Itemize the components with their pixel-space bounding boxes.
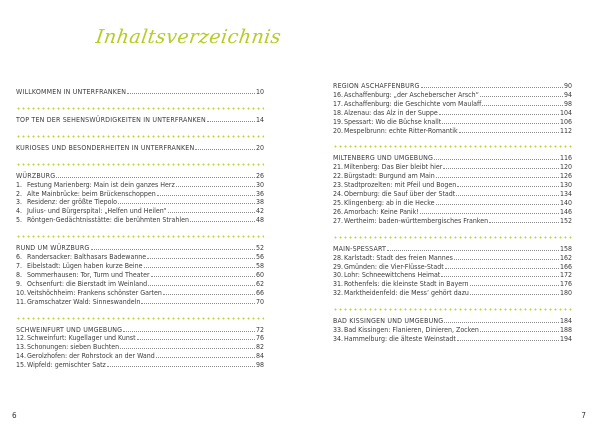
toc-entry[interactable] [16,262,264,271]
entry-number: 8. [16,270,23,279]
entry-number: 10. [16,288,27,297]
page-ref: 172 [559,271,572,280]
dot-leader [207,121,255,122]
toc-entry[interactable] [333,335,572,344]
page-ref: 98 [563,99,572,108]
entry-number: 21. [333,163,344,172]
entry-number: 24. [333,190,344,199]
page-ref: 38 [255,198,264,207]
page-ref: 134 [559,190,572,199]
toc-section-heading[interactable] [333,245,572,254]
dot-leader [434,159,559,160]
section-title: BAD KISSINGEN UND UMGEBUNG [333,317,444,326]
page-ref: 94 [563,90,572,99]
dot-leader [127,93,255,94]
section-title: MILTENBERG UND UMGEBUNG [333,154,434,163]
dot-leader [141,303,255,304]
page-ref: 60 [255,270,264,279]
entry-number: 33. [333,326,344,335]
dot-leader [151,276,255,277]
toc-entry[interactable] [16,253,264,262]
toc-section-heading[interactable] [16,326,264,335]
page-ref: 58 [255,261,264,270]
entry-title: Veitshöchheim: Frankens schönster Garten [27,288,162,297]
entry-number: 16. [333,90,344,99]
entry-title: Hammelburg: die älteste Weinstadt [344,334,456,343]
toc-entry[interactable] [333,127,572,136]
dot-leader [163,294,255,295]
entry-title: Röntgen-Gedächtnisstätte: die berühmten Strahlen [27,216,189,225]
dot-leader [444,322,559,323]
dot-leader [156,357,255,358]
page-ref: 116 [559,154,572,163]
section-title: SCHWEINFURT UND UMGEBUNG [16,325,123,334]
entry-title: Residenz: der größte Tiepolo [27,198,118,207]
section-title: KURIOSES UND BESONDERHEITEN IN UNTERFRANKEN [16,143,195,152]
entry-number: 9. [16,279,23,288]
dot-leader [457,340,559,341]
entry-number: 19. [333,117,344,126]
dot-leader [420,213,559,214]
group-spacer [16,153,264,163]
entry-number: 32. [333,289,344,298]
dot-leader [480,96,563,97]
dot-leader [456,195,559,196]
dot-leader [137,339,255,340]
page-number-left: 6 [12,411,17,420]
toc-entry[interactable] [16,334,264,343]
section-title: RUND UM WÜRZBURG [16,244,90,253]
page-ref: 120 [559,163,572,172]
dot-leader [442,123,559,124]
page-ref: 66 [255,288,264,297]
entry-title: Eibelstadt: Lügen haben kurze Beine [27,261,143,270]
entry-number: 11. [16,297,27,306]
dot-leader [91,249,255,250]
page-ref: 184 [559,317,572,326]
page-ref: 106 [559,117,572,126]
dot-leader [157,195,255,196]
entry-title: Alte Mainbrücke: beim Brückenschoppen [27,189,156,198]
entry-number: 17. [333,99,344,108]
page-ref: 84 [255,352,264,361]
page-ref: 48 [255,216,264,225]
entry-title: Bürgstadt: Burgund am Main [344,172,435,181]
dot-leader [123,331,255,332]
entry-title: Aschaffenburg: „der Ascheberscher Arsch“ [344,90,479,99]
group-spacer [16,307,264,317]
entry-title: Stadtprozelten: mit Pfeil und Bogen [344,181,457,190]
entry-number: 22. [333,172,344,181]
dot-leader [120,348,255,349]
page-ref: 166 [559,262,572,271]
toc-entry[interactable] [16,289,264,298]
section-title: WÜRZBURG [16,171,56,180]
page-ref: 26 [255,171,264,180]
toc-entry[interactable] [333,263,572,272]
page-ref: 72 [255,325,264,334]
toc-section-heading[interactable] [16,244,264,253]
dot-leader [482,105,563,106]
entry-number: 30. [333,271,344,280]
entry-title: Miltenberg: Das Bier bleibt hier [344,163,443,172]
section-title: WILLKOMMEN IN UNTERFRANKEN [16,88,127,96]
entry-title: Gramschatzer Wald: Sinneswandeln [27,297,141,306]
dot-leader [470,285,559,286]
toc-entry[interactable] [16,298,264,307]
dot-leader [436,204,559,205]
entry-number: 7. [16,261,23,270]
toc-section-heading[interactable] [333,154,572,163]
entry-number: 23. [333,181,344,190]
page-ref: 126 [559,172,572,181]
entry-title: Lohr: Schneewittchens Heimat [344,271,441,280]
entry-number: 14. [16,352,27,361]
dotted-divider [16,163,264,166]
toc-entry[interactable] [333,91,572,100]
dotted-divider [16,107,264,110]
entry-title: Ochsenfurt: die Bierstadt im Weinland [27,279,148,288]
entry-number: 31. [333,280,344,289]
toc-section-heading[interactable] [16,88,264,97]
toc-entry[interactable] [333,190,572,199]
toc-entry[interactable] [333,199,572,208]
page-ref: 82 [255,343,264,352]
group-spacer [333,298,572,308]
entry-title: Wertheim: baden-württembergisches Franken [344,216,489,225]
section-title: TOP TEN DER SEHENSWÜRDIGKEITEN IN UNTERFRANKEN [16,115,206,124]
entry-number: 15. [16,361,27,370]
toc-entry[interactable] [333,280,572,289]
entry-title: Marktheidenfeld: die Mess’ gehört dazu [344,289,469,298]
entry-title: Gerolzhofen: der Rohrstock an der Wand [27,352,155,361]
entry-number: 20. [333,126,344,135]
group-spacer [16,97,264,107]
entry-number: 13. [16,343,27,352]
entry-title: Schonungen: sieben Buchten [27,343,120,352]
entry-number: 18. [333,108,344,117]
entry-title: Festung Marienberg: Main ist dein ganzes Herz [27,180,175,189]
entry-number: 27. [333,216,344,225]
dot-leader [480,331,559,332]
group-spacer [333,135,572,145]
entry-title: Amorbach: Keine Panik! [344,207,419,216]
entry-title: Bad Kissingen: Flanieren, Dinieren, Zocken [344,326,479,335]
toc-section-heading[interactable] [333,317,572,326]
page-ref: 112 [559,126,572,135]
entry-title: Spessart: Wo die Büchse knallt [344,117,442,126]
entry-title: Rothenfels: die kleinste Stadt in Bayern [344,280,469,289]
toc-entry[interactable] [16,181,264,190]
entry-title: Julius- und Bürgerspital: „Helfen und Heilen“ [27,207,167,216]
page-number-right: 7 [581,411,586,420]
dot-leader [436,177,559,178]
entry-title: Obernburg: die Sauf über der Stadt [344,190,456,199]
toc-entry[interactable] [16,216,264,225]
page-ref: 76 [255,334,264,343]
entry-number: 4. [16,207,23,216]
page-ref: 42 [255,207,264,216]
dot-leader [457,186,559,187]
page-ref: 70 [255,297,264,306]
entry-number: 34. [333,334,344,343]
toc-entry[interactable] [16,343,264,352]
dot-leader [454,259,559,260]
dotted-divider [16,135,264,138]
dotted-divider [16,235,264,238]
page-ref: 158 [559,244,572,253]
page-ref: 90 [563,82,572,90]
page-ref: 194 [559,334,572,343]
entry-title: Randersacker: Balthasars Badewanne [27,253,147,262]
toc-entry[interactable] [16,190,264,199]
toc-title: Inhaltsverzeichnis [94,26,283,48]
dot-leader [470,294,559,295]
group-spacer [333,226,572,236]
dotted-divider [333,145,572,148]
toc-entry[interactable] [333,254,572,263]
entry-title: Mespelbrunn: echte Ritter-Romantik [344,126,458,135]
page-ref: 146 [559,207,572,216]
toc-entry[interactable] [333,326,572,335]
toc-entry[interactable] [333,289,572,298]
page-ref: 52 [255,244,264,253]
toc-section-heading[interactable] [16,144,264,153]
page-ref: 188 [559,326,572,335]
dot-leader [107,366,255,367]
entry-number: 5. [16,216,23,225]
page-ref: 20 [255,143,264,152]
toc-entry[interactable] [16,207,264,216]
dot-leader [439,114,559,115]
entry-number: 26. [333,207,344,216]
toc-entry[interactable] [333,181,572,190]
entry-number: 25. [333,198,344,207]
left-toc-column [16,88,264,370]
page-ref: 10 [255,88,264,96]
dot-leader [459,132,559,133]
entry-title: Alzenau: das Alz in der Suppe [344,108,438,117]
dot-leader [421,87,563,88]
entry-number: 1. [16,180,23,189]
page-ref: 56 [255,253,264,262]
dot-leader [56,177,255,178]
group-spacer [16,225,264,235]
dotted-divider [16,317,264,320]
page-ref: 180 [559,289,572,298]
entry-title: Aschaffenburg: die Geschichte vom Maulaff [344,99,482,108]
dot-leader [168,212,255,213]
toc-entry[interactable] [333,172,572,181]
dot-leader [195,149,255,150]
toc-section-heading[interactable] [16,116,264,125]
toc-entry[interactable] [16,361,264,370]
entry-title: Schweinfurt: Kugellager und Kunst [27,334,136,343]
toc-section-heading[interactable] [333,82,572,91]
entry-number: 12. [16,334,27,343]
dot-leader [387,250,559,251]
toc-entry[interactable] [333,271,572,280]
dot-leader [443,168,559,169]
entry-title: Karlstadt: Stadt des freien Mannes [344,253,453,262]
entry-number: 6. [16,253,23,262]
entry-number: 28. [333,253,344,262]
page-ref: 36 [255,189,264,198]
toc-entry[interactable] [333,208,572,217]
dotted-divider [333,236,572,239]
entry-title: Gmünden: die Vier-Flüsse-Stadt [344,262,444,271]
toc-section-heading[interactable] [16,172,264,181]
dot-leader [441,276,559,277]
page-ref: 30 [255,180,264,189]
page-ref: 176 [559,280,572,289]
group-spacer [16,125,264,135]
dot-leader [190,221,255,222]
dot-leader [445,268,559,269]
dot-leader [144,267,255,268]
entry-title: Klingenberg: ab in die Hecke [344,198,435,207]
entry-number: 2. [16,189,23,198]
dot-leader [148,285,255,286]
entry-number: 3. [16,198,23,207]
toc-entry[interactable] [16,271,264,280]
toc-entry[interactable] [333,217,572,226]
entry-title: Wipfeld: gemischter Satz [27,361,106,370]
dot-leader [176,186,255,187]
toc-entry[interactable] [333,100,572,109]
page-ref: 152 [559,216,572,225]
page-ref: 140 [559,198,572,207]
section-title: MAIN-SPESSART [333,244,387,253]
page-ref: 104 [559,108,572,117]
toc-entry[interactable] [333,163,572,172]
toc-entry[interactable] [333,118,572,127]
entry-number: 29. [333,262,344,271]
dot-leader [147,258,255,259]
dotted-divider [333,308,572,311]
dot-leader [118,203,255,204]
entry-title: Sommerhausen: Tor, Turm und Theater [27,270,150,279]
toc-entry[interactable] [16,280,264,289]
toc-entry[interactable] [16,198,264,207]
section-title: REGION ASCHAFFENBURG [333,82,420,90]
toc-entry[interactable] [333,109,572,118]
page-ref: 98 [255,361,264,370]
page-ref: 62 [255,279,264,288]
toc-entry[interactable] [16,352,264,361]
page-ref: 14 [255,115,264,124]
page-ref: 130 [559,181,572,190]
dot-leader [489,222,559,223]
page-ref: 162 [559,253,572,262]
right-toc-column [333,82,572,344]
